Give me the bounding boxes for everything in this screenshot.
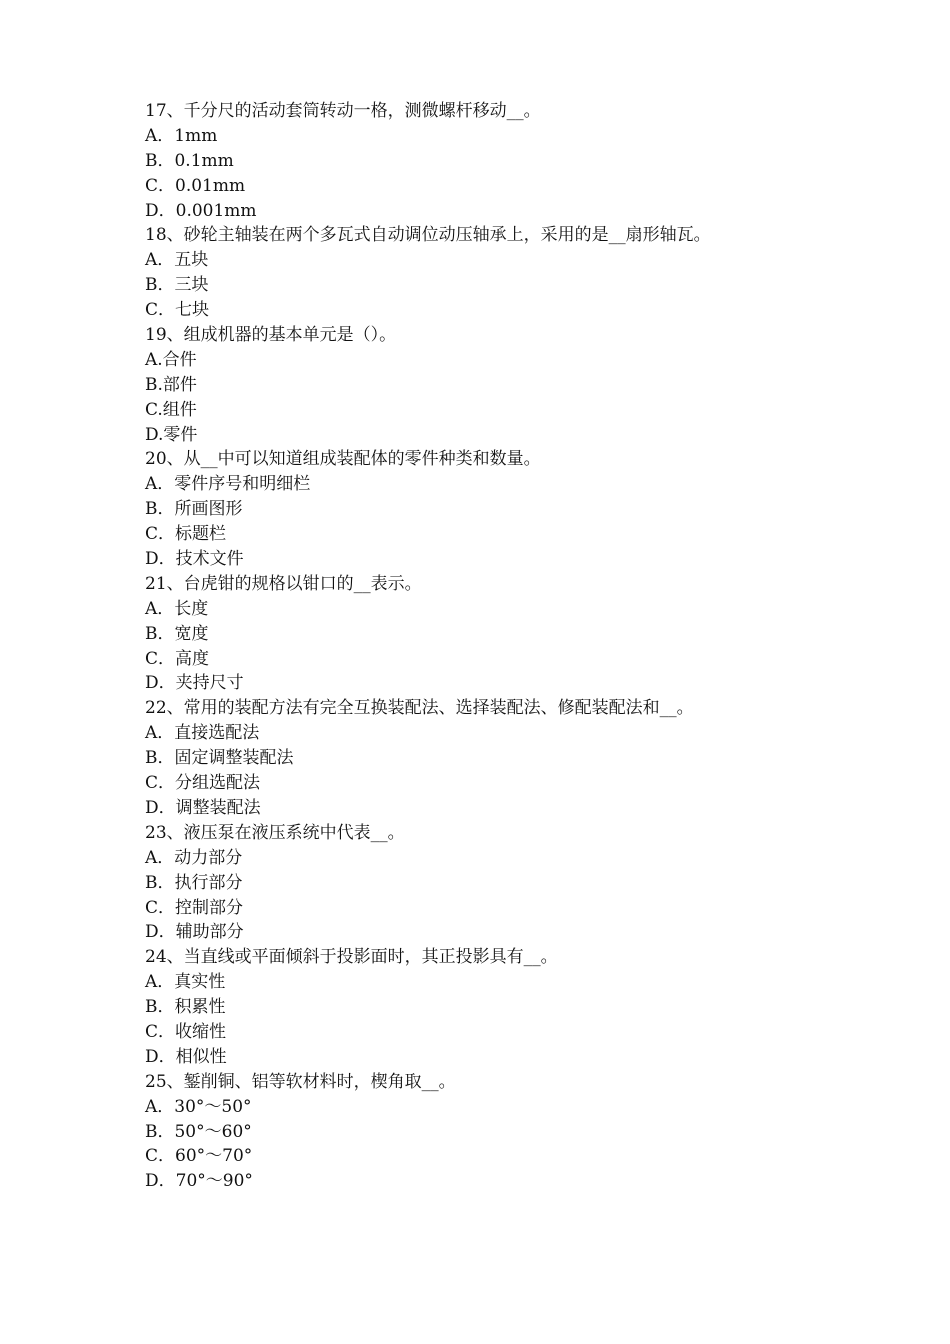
question-18-option-b: B．三块 — [145, 275, 209, 296]
question-24-stem: 24、当直线或平面倾斜于投影面时，其正投影具有__。 — [145, 947, 558, 968]
question-17-option-d: D．0.001mm — [145, 200, 257, 221]
question-22-option-b: B．固定调整装配法 — [145, 748, 294, 769]
question-20-option-a: A．零件序号和明细栏 — [145, 474, 311, 495]
question-24-option-d: D．相似性 — [145, 1046, 227, 1067]
question-25-option-d: D．70°～90° — [145, 1171, 253, 1192]
question-22-option-d: D．调整装配法 — [145, 797, 261, 818]
question-21-option-b: B．宽度 — [145, 623, 209, 644]
question-20-stem: 20、从__中可以知道组成装配体的零件种类和数量。 — [145, 449, 541, 470]
question-18-option-a: A．五块 — [145, 250, 209, 271]
question-25-option-c: C．60°～70° — [145, 1146, 253, 1167]
question-20-option-b: B．所画图形 — [145, 499, 243, 520]
question-25-option-a: A．30°～50° — [145, 1096, 252, 1117]
question-19-option-a: A.合件 — [145, 349, 197, 370]
question-24-option-a: A．真实性 — [145, 972, 226, 993]
question-17-option-b: B．0.1mm — [145, 150, 234, 171]
question-19-option-b: B.部件 — [145, 374, 197, 395]
question-18-stem: 18、砂轮主轴装在两个多瓦式自动调位动压轴承上，采用的是__扇形轴瓦。 — [145, 225, 711, 246]
question-21-stem: 21、台虎钳的规格以钳口的__表示。 — [145, 573, 422, 594]
question-23-option-a: A．动力部分 — [145, 847, 243, 868]
question-23-stem: 23、液压泵在液压系统中代表__。 — [145, 822, 405, 843]
question-23-option-b: B．执行部分 — [145, 872, 243, 893]
question-25-option-b: B．50°～60° — [145, 1121, 252, 1142]
question-19-option-d: D.零件 — [145, 424, 198, 445]
question-20-option-d: D．技术文件 — [145, 549, 244, 570]
question-18-option-c: C．七块 — [145, 300, 210, 321]
question-23-option-d: D．辅助部分 — [145, 922, 244, 943]
question-24-option-b: B．积累性 — [145, 997, 226, 1018]
question-20-option-c: C．标题栏 — [145, 524, 227, 545]
question-23-option-c: C．控制部分 — [145, 897, 244, 918]
question-17-stem: 17、千分尺的活动套筒转动一格，测微螺杆移动__。 — [145, 101, 541, 121]
question-21-option-c: C．高度 — [145, 648, 210, 669]
question-22-option-a: A．直接选配法 — [145, 723, 260, 744]
question-25-stem: 25、錾削铜、铝等软材料时，楔角取__。 — [145, 1071, 456, 1092]
question-21-option-a: A．长度 — [145, 598, 209, 619]
question-17-option-c: C．0.01mm — [145, 175, 246, 196]
question-list — [145, 99, 845, 1194]
question-22-stem: 22、常用的装配方法有完全互换装配法、选择装配法、修配装配法和__。 — [145, 698, 694, 719]
question-19-option-c: C.组件 — [145, 399, 197, 420]
question-22-option-c: C．分组选配法 — [145, 773, 261, 794]
question-24-option-c: C．收缩性 — [145, 1021, 227, 1042]
question-19-stem: 19、组成机器的基本单元是（）。 — [145, 325, 397, 346]
question-21-option-d: D．夹持尺寸 — [145, 673, 244, 694]
question-17-option-a: A．1mm — [145, 125, 218, 146]
